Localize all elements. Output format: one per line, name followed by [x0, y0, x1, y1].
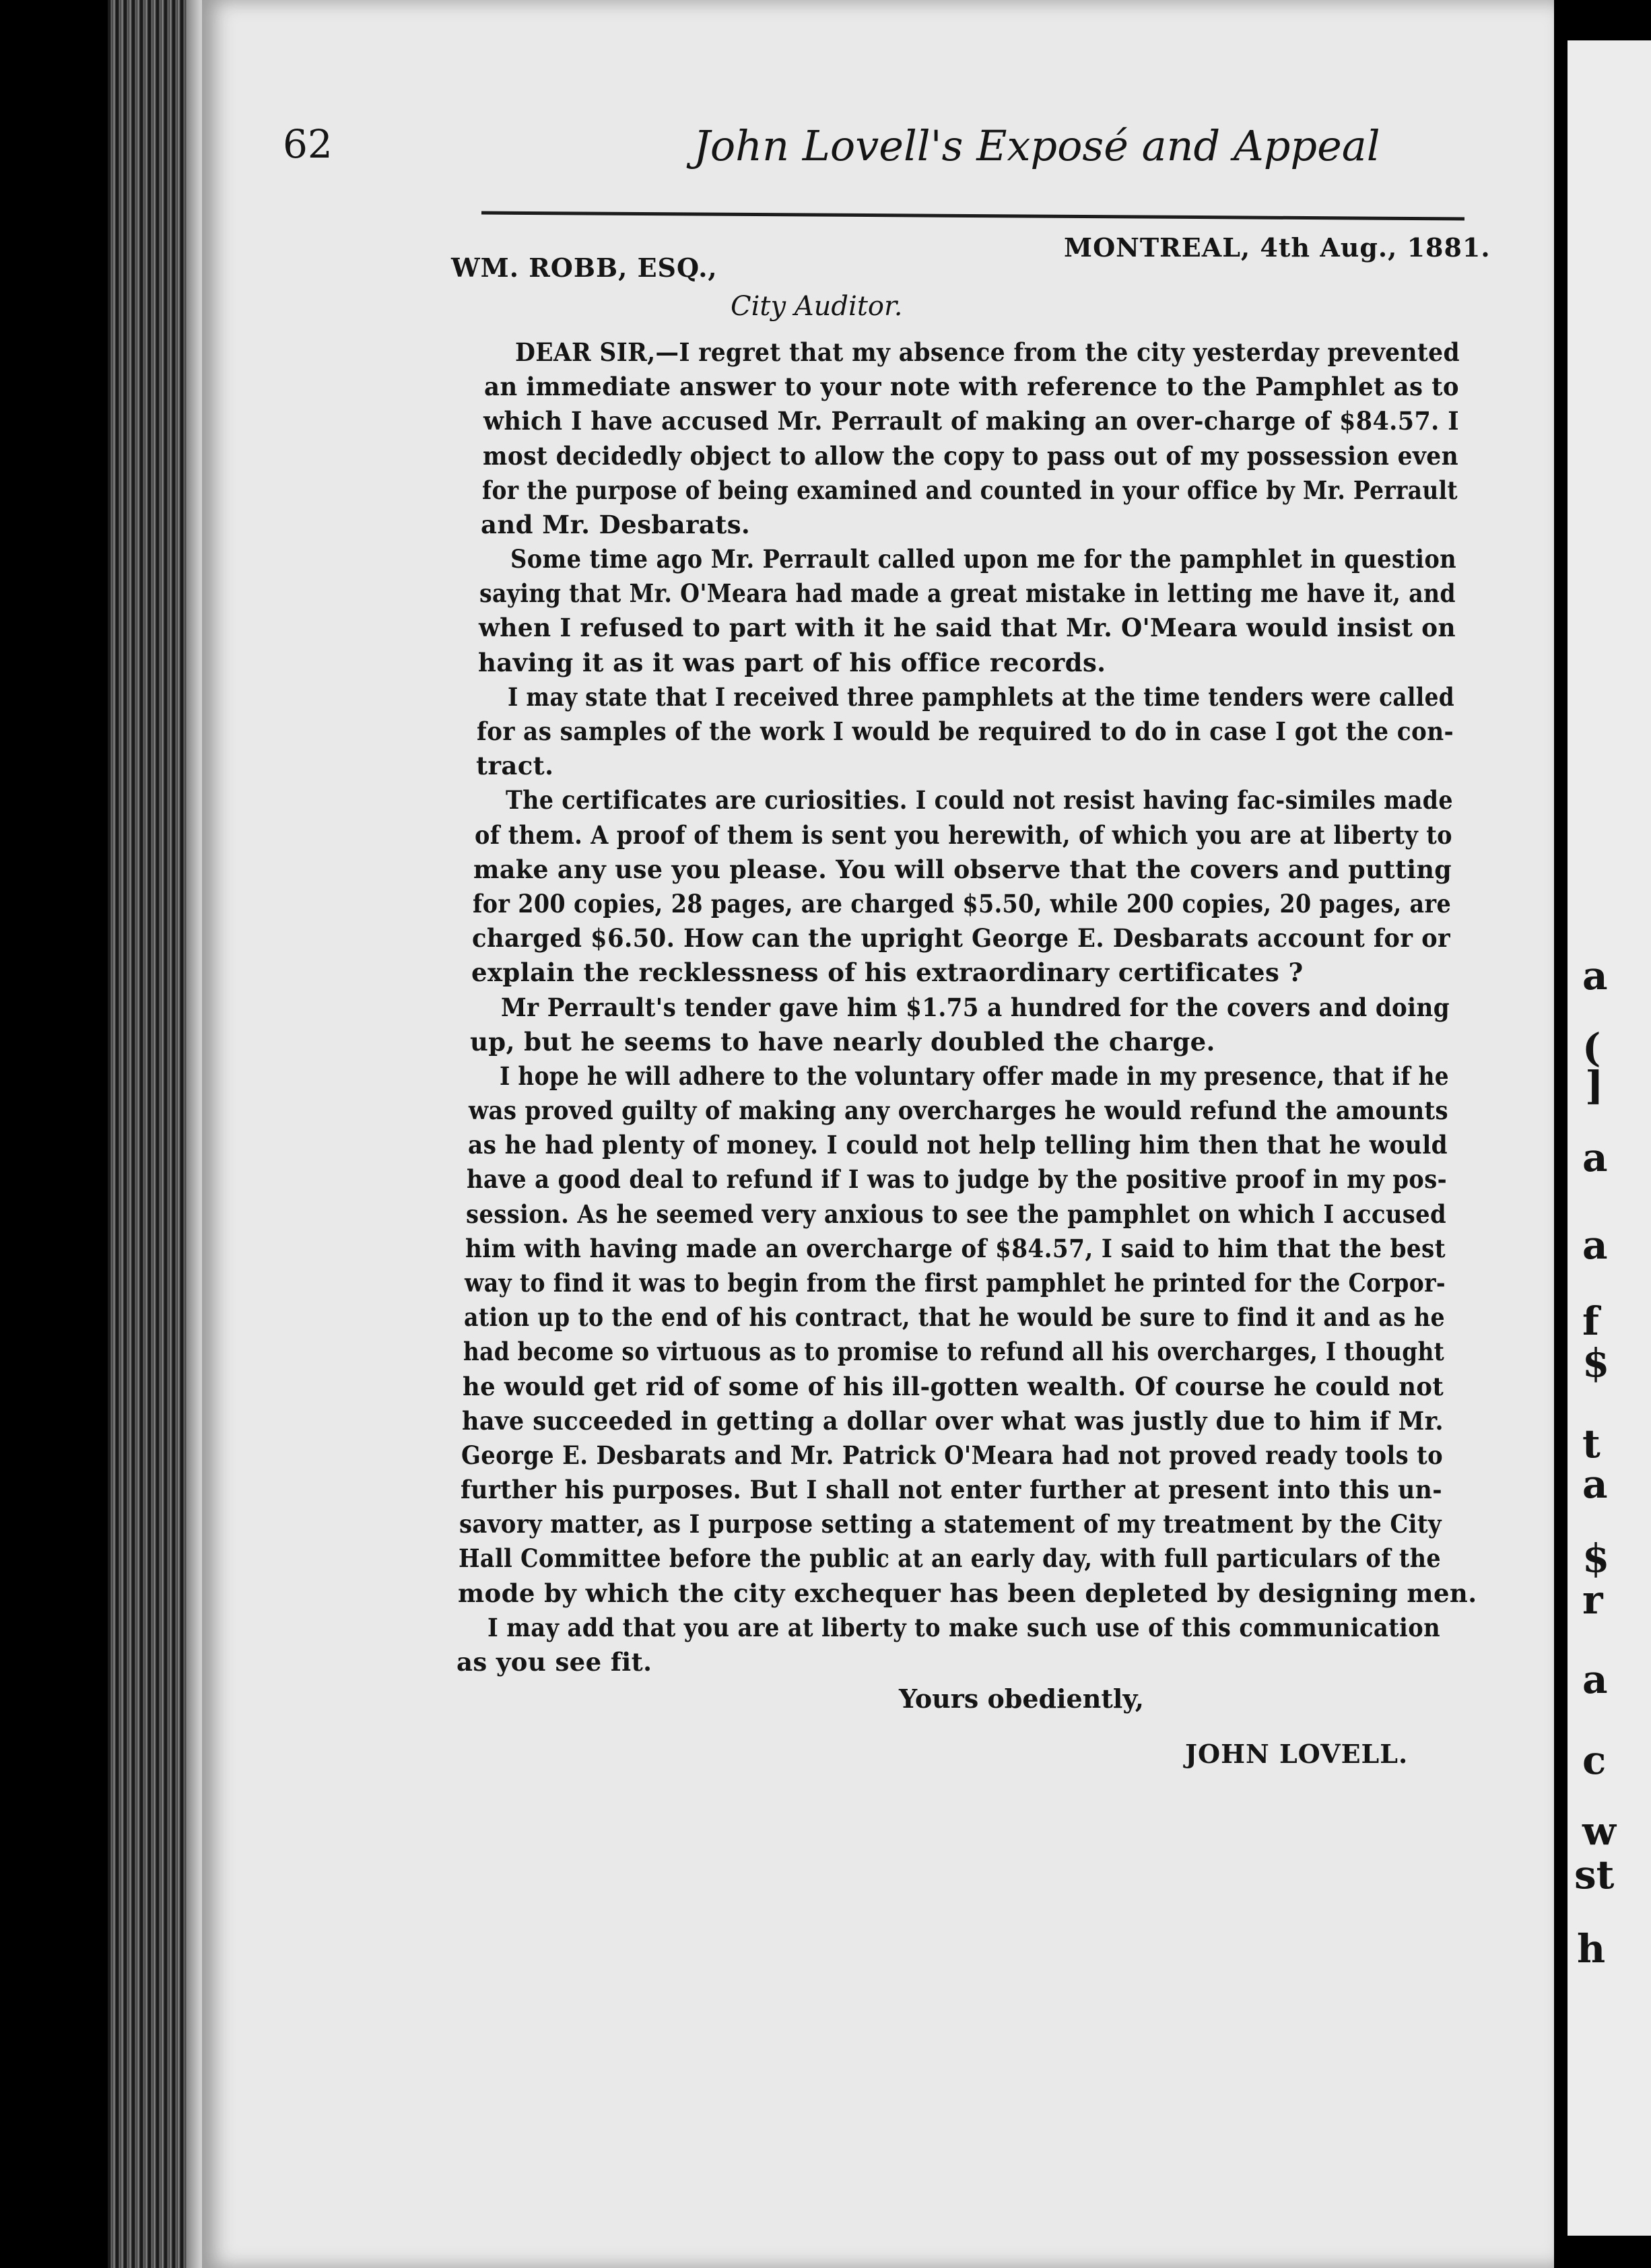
letter-line: for the purpose of being examined and counted in your office by Mr. Perrault: [482, 475, 1458, 505]
letter-line: I may add that you are at liberty to make such use of this communication: [487, 1613, 1440, 1642]
letter-line: was proved guilty of making any overcharges he would refund the amounts: [469, 1096, 1449, 1125]
next-page-fragment: w: [1582, 1808, 1616, 1854]
letter-line: tract.: [476, 751, 554, 780]
letter-line: make any use you please. You will observe that the covers and putting: [473, 855, 1452, 884]
next-page-fragment: $: [1582, 1535, 1610, 1581]
next-page-fragment: t: [1582, 1421, 1601, 1467]
letter-closing: Yours obediently,: [899, 1683, 1145, 1714]
letter-line: further his purposes. But I shall not enter further at present into this un-: [461, 1475, 1442, 1504]
letter-line: as you see fit.: [457, 1647, 652, 1677]
letter-line: saying that Mr. O'Meara had made a great mistake in letting me have it, and: [479, 578, 1456, 608]
next-page-fragment: a: [1582, 953, 1608, 999]
letter-line: George E. Desbarats and Mr. Patrick O'Meara had not proved ready tools to: [461, 1440, 1443, 1470]
running-head: John Lovell's Exposé and Appeal: [694, 121, 1380, 170]
letter-line: for as samples of the work I would be required to do in case I got the con-: [477, 716, 1454, 746]
next-page-fragment: (: [1582, 1025, 1601, 1071]
letter-line: session. As he seemed very anxious to see the pamphlet on which I accused: [466, 1199, 1447, 1229]
letter-line: having it as it was part of his office records.: [478, 648, 1106, 677]
letter-line: I may state that I received three pamphlets at the time tenders were called: [508, 682, 1455, 712]
letter-line: way to find it was to begin from the first pamphlet he printed for the Corpor-: [465, 1268, 1446, 1298]
next-page-fragment: a: [1582, 1461, 1608, 1507]
letter-line: have succeeded in getting a dollar over what was justly due to him if Mr.: [462, 1406, 1444, 1436]
letter-line: The certificates are curiosities. I could not resist having fac-similes made: [506, 785, 1453, 815]
letter-addressee: WM. ROBB, ESQ.,: [451, 253, 718, 283]
letter-line: charged $6.50. How can the upright George E. Desbarats account for or: [472, 923, 1451, 953]
next-page-fragment: a: [1582, 1222, 1608, 1268]
next-page-fragment: h: [1577, 1926, 1606, 1972]
letter-dateline: MONTREAL, 4th Aug., 1881.: [1064, 232, 1491, 263]
letter-line: DEAR SIR,—I regret that my absence from the city yesterday prevented: [515, 337, 1460, 367]
letter-line: savory matter, as I purpose setting a statement of my treatment by the City: [459, 1509, 1442, 1539]
letter-line: as he had plenty of money. I could not help telling him then that he would: [468, 1130, 1448, 1160]
letter-line: he would get rid of some of his ill-gotten wealth. Of course he could not: [463, 1372, 1444, 1401]
letter-line: ation up to the end of his contract, that he would be sure to find it and as he: [464, 1302, 1445, 1332]
letter-line: for 200 copies, 28 pages, are charged $5.50, while 200 copies, 20 pages, are: [473, 889, 1452, 919]
letter-line: I hope he will adhere to the voluntary offer made in my presence, that if he: [500, 1061, 1449, 1091]
letter-line: when I refused to part with it he said that Mr. O'Meara would insist on: [479, 613, 1456, 642]
next-page-fragment: f: [1582, 1298, 1599, 1344]
book-page-edges: [108, 0, 189, 2268]
next-page-fragment: c: [1582, 1737, 1607, 1783]
letter-line: explain the recklessness of his extraordinary certificates ?: [471, 958, 1304, 987]
letter-line: most decidedly object to allow the copy to pass out of my possession even: [483, 441, 1459, 471]
letter-line: have a good deal to refund if I was to judge by the positive proof in my pos-: [467, 1164, 1447, 1194]
letter-line: Some time ago Mr. Perrault called upon me for the pamphlet in question: [510, 544, 1457, 574]
letter-line: had become so virtuous as to promise to refund all his overcharges, I thought: [463, 1337, 1445, 1366]
next-page-fragment: a: [1582, 1657, 1608, 1702]
next-page-fragment: r: [1582, 1577, 1603, 1623]
letter-line: and Mr. Desbarats.: [481, 510, 751, 539]
letter-line: him with having made an overcharge of $84.57, I said to him that the best: [465, 1234, 1446, 1263]
letter-addressee-title: City Auditor.: [731, 291, 903, 322]
letter-line: up, but he seems to have nearly doubled the charge.: [470, 1027, 1215, 1057]
next-page-fragment: st: [1574, 1852, 1615, 1898]
letter-line: which I have accused Mr. Perrault of making an over-charge of $84.57. I: [483, 406, 1460, 436]
next-page-fragment: $: [1582, 1340, 1610, 1386]
letter-line: an immediate answer to your note with reference to the Pamphlet as to: [484, 372, 1459, 401]
page-number: 62: [283, 121, 333, 167]
letter-line: Mr Perrault's tender gave him $1.75 a hundred for the covers and doing: [501, 993, 1450, 1022]
letter-signature: JOHN LOVELL.: [1185, 1739, 1409, 1769]
adjacent-page-sliver: [1568, 40, 1651, 2236]
letter-line: Hall Committee before the public at an early day, with full particulars of the: [459, 1543, 1441, 1573]
letter-line: of them. A proof of them is sent you herewith, of which you are at liberty to: [475, 820, 1452, 850]
next-page-fragment: a: [1582, 1135, 1608, 1180]
letter-line: mode by which the city exchequer has been depleted by designing men.: [458, 1578, 1477, 1608]
next-page-fragment: ]: [1585, 1063, 1604, 1108]
